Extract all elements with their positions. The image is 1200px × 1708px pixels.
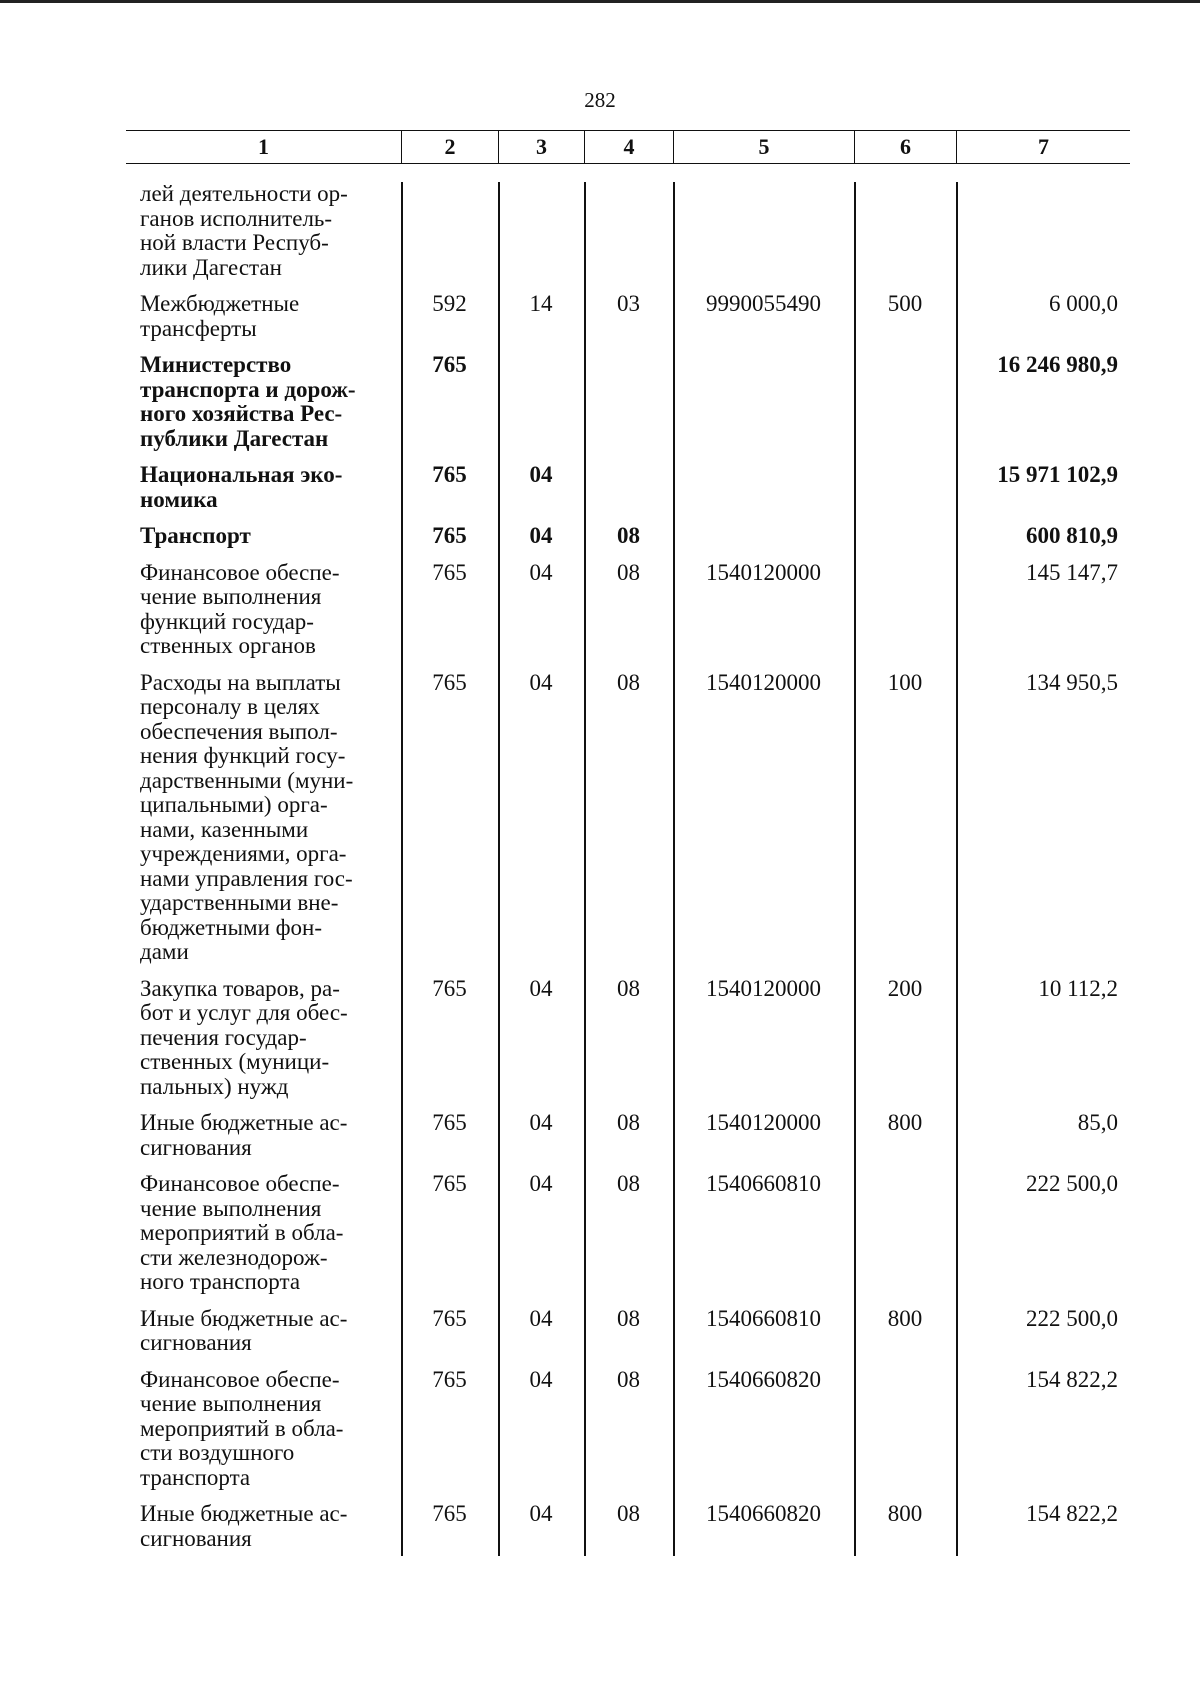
row-description	[126, 292, 401, 341]
description-line: бюджетными фон-	[140, 914, 323, 940]
row-amount: 222 500,0	[1026, 1305, 1118, 1331]
row-amount: 145 147,7	[1026, 559, 1118, 585]
row-amount: 154 822,2	[1026, 1366, 1118, 1392]
table-row	[126, 1307, 1130, 1356]
table-row	[126, 182, 1130, 280]
row-expense-type	[854, 463, 956, 512]
description-line: чение выполнения	[140, 584, 322, 609]
description-line: нами управления гос-	[140, 865, 353, 891]
row-target-article: 1540660820	[706, 1366, 821, 1392]
row-subsection: 08	[617, 975, 640, 1001]
row-section: 04	[529, 559, 553, 585]
row-admin-code: 765	[432, 1305, 467, 1331]
row-admin-code: 765	[432, 1110, 467, 1135]
row-description	[126, 524, 401, 549]
row-description	[126, 671, 401, 965]
description-line: нения функций госу-	[140, 743, 346, 768]
row-amount	[956, 182, 1130, 280]
row-expense-type	[854, 561, 956, 659]
description-line: чение выполнения	[140, 1391, 322, 1416]
row-description	[126, 977, 401, 1100]
description-line: Иные бюджетные ас-	[140, 1110, 348, 1135]
description-line: мероприятий в обла-	[140, 1415, 344, 1441]
description-line: печения государ-	[140, 1024, 307, 1050]
row-section: 04	[529, 669, 553, 695]
row-expense-type	[854, 524, 956, 549]
description-line: ударственными вне-	[140, 890, 339, 915]
row-target-article	[673, 524, 854, 549]
description-line: ной власти Респуб-	[140, 230, 329, 255]
row-description	[126, 1307, 401, 1356]
row-admin-code: 765	[432, 559, 467, 585]
row-description	[126, 182, 401, 280]
row-amount: 10 112,2	[1038, 975, 1118, 1001]
description-line: лики Дагестан	[140, 254, 282, 280]
description-line: чение выполнения	[140, 1195, 322, 1221]
description-line: сти воздушного	[140, 1440, 295, 1465]
description-line: ного транспорта	[140, 1269, 301, 1294]
row-section: 04	[529, 975, 553, 1001]
header-col-6: 6	[854, 131, 956, 163]
row-description	[126, 1502, 401, 1551]
budget-table	[126, 130, 1130, 1551]
description-line: ного хозяйства Рес-	[140, 401, 343, 426]
description-line: ганов исполнитель-	[140, 205, 333, 231]
row-subsection	[584, 182, 673, 280]
table-row	[126, 463, 1130, 512]
row-expense-type	[854, 1172, 956, 1295]
table-row	[126, 561, 1130, 659]
row-admin-code: 765	[432, 1501, 467, 1526]
row-section	[498, 353, 584, 451]
table-header	[126, 130, 1130, 164]
row-subsection: 08	[617, 1366, 640, 1392]
description-line: персоналу в целях	[140, 694, 320, 719]
row-target-article: 1540120000	[706, 1110, 821, 1135]
row-target-article	[673, 182, 854, 280]
description-line: обеспечения выпол-	[140, 718, 338, 744]
description-line: нами, казенными	[140, 816, 309, 842]
row-section: 04	[529, 1501, 553, 1526]
description-line: ципальными) орга-	[140, 792, 328, 817]
table-row	[126, 353, 1130, 451]
row-expense-type: 100	[887, 669, 923, 695]
description-line: сигнования	[140, 1134, 252, 1160]
row-subsection: 08	[617, 669, 640, 695]
row-subsection: 08	[617, 1305, 640, 1331]
row-section: 14	[529, 291, 553, 316]
row-expense-type	[854, 353, 956, 451]
description-line: лей деятельности ор-	[140, 181, 348, 206]
header-col-4: 4	[584, 131, 673, 163]
table-row	[126, 1172, 1130, 1295]
description-line: Финансовое обеспе-	[140, 559, 340, 585]
row-amount: 6 000,0	[1049, 291, 1118, 316]
row-target-article: 1540120000	[706, 669, 821, 695]
table-row	[126, 1111, 1130, 1160]
row-admin-code: 592	[432, 291, 467, 316]
description-line: учреждениями, орга-	[140, 841, 347, 866]
description-line: Национальная эко-	[140, 462, 343, 487]
row-description	[126, 1111, 401, 1160]
row-section: 04	[529, 1110, 553, 1135]
description-line: Транспорт	[140, 523, 251, 548]
description-line: пальных) нужд	[140, 1073, 289, 1099]
row-subsection: 08	[617, 559, 640, 585]
table-body	[126, 182, 1130, 1563]
header-col-7: 7	[956, 131, 1130, 163]
description-line: Министерство	[140, 352, 292, 377]
description-line: функций государ-	[140, 608, 314, 634]
row-target-article: 1540120000	[706, 975, 821, 1001]
row-expense-type: 500	[887, 291, 923, 316]
row-subsection: 08	[617, 1110, 640, 1135]
row-amount: 15 971 102,9	[997, 462, 1118, 487]
row-expense-type: 800	[887, 1110, 923, 1135]
row-target-article: 1540660810	[706, 1171, 821, 1196]
row-subsection: 08	[617, 1171, 640, 1196]
row-description	[126, 1172, 401, 1295]
description-line: бот и услуг для обес-	[140, 1000, 348, 1025]
row-section: 04	[529, 523, 553, 548]
description-line: мероприятий в обла-	[140, 1220, 344, 1245]
row-amount: 16 246 980,9	[997, 352, 1118, 377]
row-section: 04	[529, 1366, 553, 1392]
table-row	[126, 1368, 1130, 1491]
page-number: 282	[584, 88, 616, 112]
row-description	[126, 353, 401, 451]
description-line: Межбюджетные	[140, 291, 300, 316]
row-expense-type: 200	[887, 975, 923, 1001]
table-row	[126, 524, 1130, 549]
description-line: транспорта и дорож-	[140, 376, 356, 402]
description-line: сигнования	[140, 1330, 252, 1355]
row-admin-code: 765	[432, 462, 467, 487]
row-admin-code	[401, 182, 498, 280]
table-row	[126, 292, 1130, 341]
row-section: 04	[529, 462, 553, 487]
row-subsection: 08	[617, 523, 640, 548]
row-description	[126, 463, 401, 512]
row-section	[498, 182, 584, 280]
description-line: ственных органов	[140, 633, 316, 658]
description-line: Расходы на выплаты	[140, 669, 341, 695]
row-amount: 222 500,0	[1026, 1171, 1118, 1196]
description-line: сти железнодорож-	[140, 1244, 328, 1270]
description-line: транспорта	[140, 1464, 251, 1490]
row-admin-code: 765	[432, 523, 467, 548]
row-admin-code: 765	[432, 669, 467, 695]
row-target-article	[673, 463, 854, 512]
row-target-article: 9990055490	[706, 291, 821, 316]
table-row	[126, 1502, 1130, 1551]
row-expense-type	[854, 182, 956, 280]
row-description	[126, 561, 401, 659]
row-target-article	[673, 353, 854, 451]
description-line: Иные бюджетные ас-	[140, 1501, 348, 1526]
description-line: ственных (муници-	[140, 1049, 330, 1074]
description-line: дарственными (муни-	[140, 767, 354, 793]
row-target-article: 1540660820	[706, 1501, 821, 1526]
row-subsection	[584, 353, 673, 451]
description-line: публики Дагестан	[140, 425, 329, 451]
row-expense-type: 800	[887, 1305, 923, 1331]
header-col-1: 1	[258, 134, 269, 159]
description-line: сигнования	[140, 1525, 252, 1551]
row-admin-code: 765	[432, 975, 467, 1001]
description-line: Финансовое обеспе-	[140, 1171, 340, 1196]
description-line: Иные бюджетные ас-	[140, 1305, 348, 1331]
description-line: трансферты	[140, 315, 257, 341]
header-col-2: 2	[401, 131, 498, 163]
header-col-5: 5	[673, 131, 854, 163]
description-line: номика	[140, 486, 218, 512]
row-section: 04	[529, 1305, 553, 1331]
top-border-line	[0, 0, 1200, 3]
row-amount: 85,0	[1077, 1110, 1118, 1135]
row-admin-code: 765	[432, 352, 467, 377]
row-expense-type	[854, 1368, 956, 1491]
row-description	[126, 1368, 401, 1491]
row-subsection: 08	[617, 1501, 640, 1526]
row-target-article: 1540120000	[706, 559, 821, 585]
row-admin-code: 765	[432, 1171, 467, 1196]
description-line: Финансовое обеспе-	[140, 1366, 340, 1392]
row-amount: 600 810,9	[1026, 523, 1118, 548]
header-col-3: 3	[498, 131, 584, 163]
description-line: дами	[140, 939, 189, 964]
description-line: Закупка товаров, ра-	[140, 975, 340, 1001]
row-subsection: 03	[617, 291, 640, 316]
table-row	[126, 977, 1130, 1100]
row-target-article: 1540660810	[706, 1305, 821, 1331]
row-amount: 134 950,5	[1026, 669, 1118, 695]
row-expense-type: 800	[887, 1501, 923, 1526]
row-subsection	[584, 463, 673, 512]
row-admin-code: 765	[432, 1366, 467, 1392]
row-amount: 154 822,2	[1026, 1501, 1118, 1526]
row-section: 04	[529, 1171, 553, 1196]
table-row	[126, 671, 1130, 965]
